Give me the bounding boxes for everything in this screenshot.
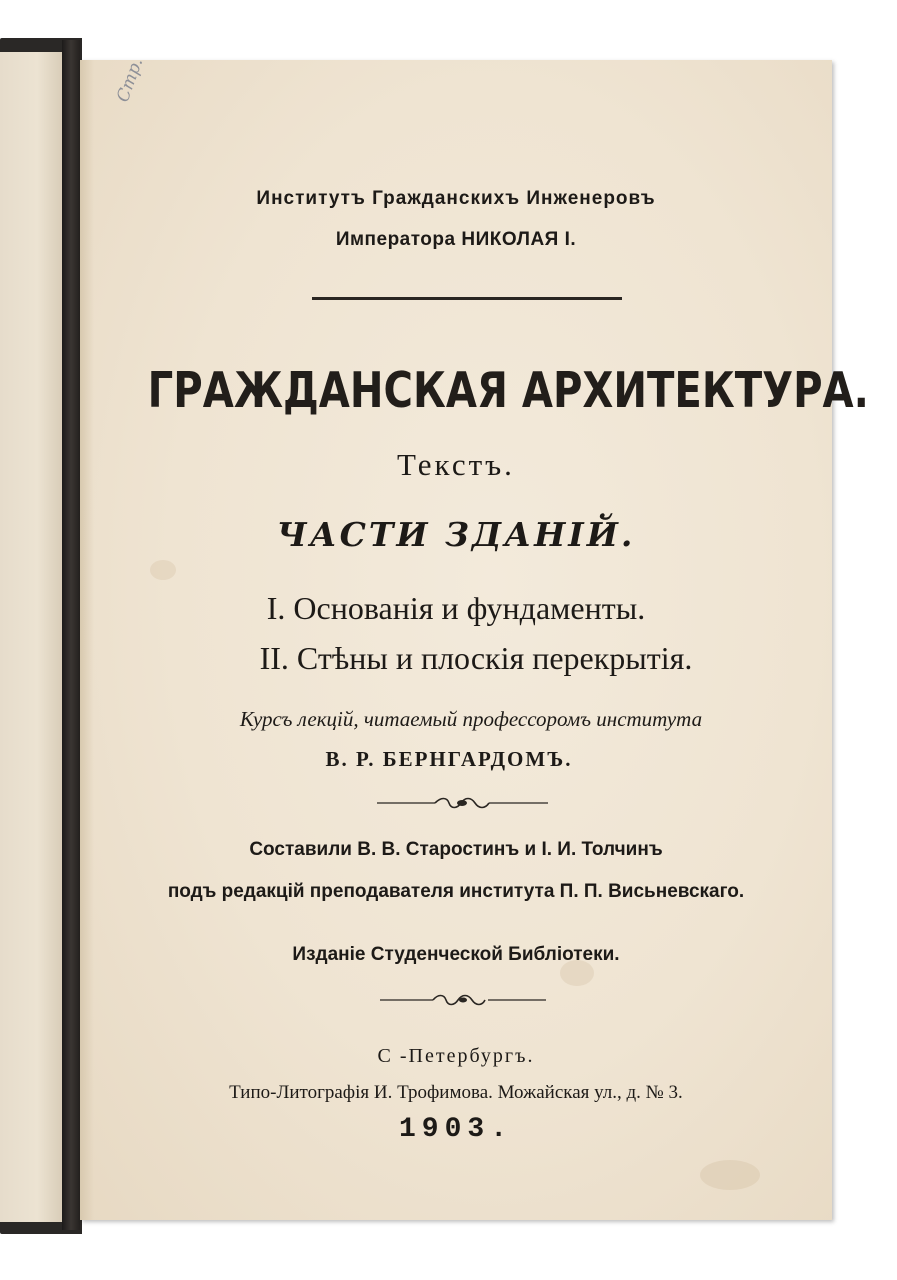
book-subtitle: Текстъ. <box>397 447 515 482</box>
divider-rule <box>312 297 622 300</box>
publication-city: С -Петербургъ. <box>377 1045 535 1067</box>
edition-line: Изданіе Студенческой Библіотеки. <box>292 944 620 965</box>
institute-name: Институтъ Гражданскихъ Инженеровъ <box>256 188 656 209</box>
foxing-stain <box>700 1160 760 1190</box>
endpaper <box>0 52 62 1222</box>
editor-line: подъ редакцій преподавателя института П. П. Висьневскаго. <box>167 881 745 902</box>
compilers-line: Составили В. В. Старостинъ и I. И. Толчинъ <box>249 839 663 860</box>
course-line: Курсъ лекцій, читаемый профессоромъ института <box>239 707 703 731</box>
professor-name: В. Р. БЕРНГАРДОМЪ. <box>325 747 573 771</box>
pencil-annotation: Стр. <box>113 55 148 105</box>
parts-heading: ЧАСТИ ЗДАНІЙ. <box>276 515 636 554</box>
ornament-divider <box>378 993 548 1007</box>
foxing-stain <box>150 560 176 580</box>
printer-line: Типо-Литографія И. Трофимова. Можайская ул., д. № 3. <box>229 1082 683 1103</box>
part-two-title: II. Стѣны и плоскія перекрытія. <box>259 640 693 676</box>
part-one-title: I. Основанія и фундаменты. <box>266 590 646 626</box>
publication-year: 1903. <box>398 1114 513 1145</box>
book-title: ГРАЖДАНСКАЯ АРХИТЕКТУРА. <box>147 362 869 419</box>
book-spine <box>62 40 80 1230</box>
ornament-divider <box>375 796 550 810</box>
institute-dedication: Императора НИКОЛАЯ I. <box>335 229 577 250</box>
